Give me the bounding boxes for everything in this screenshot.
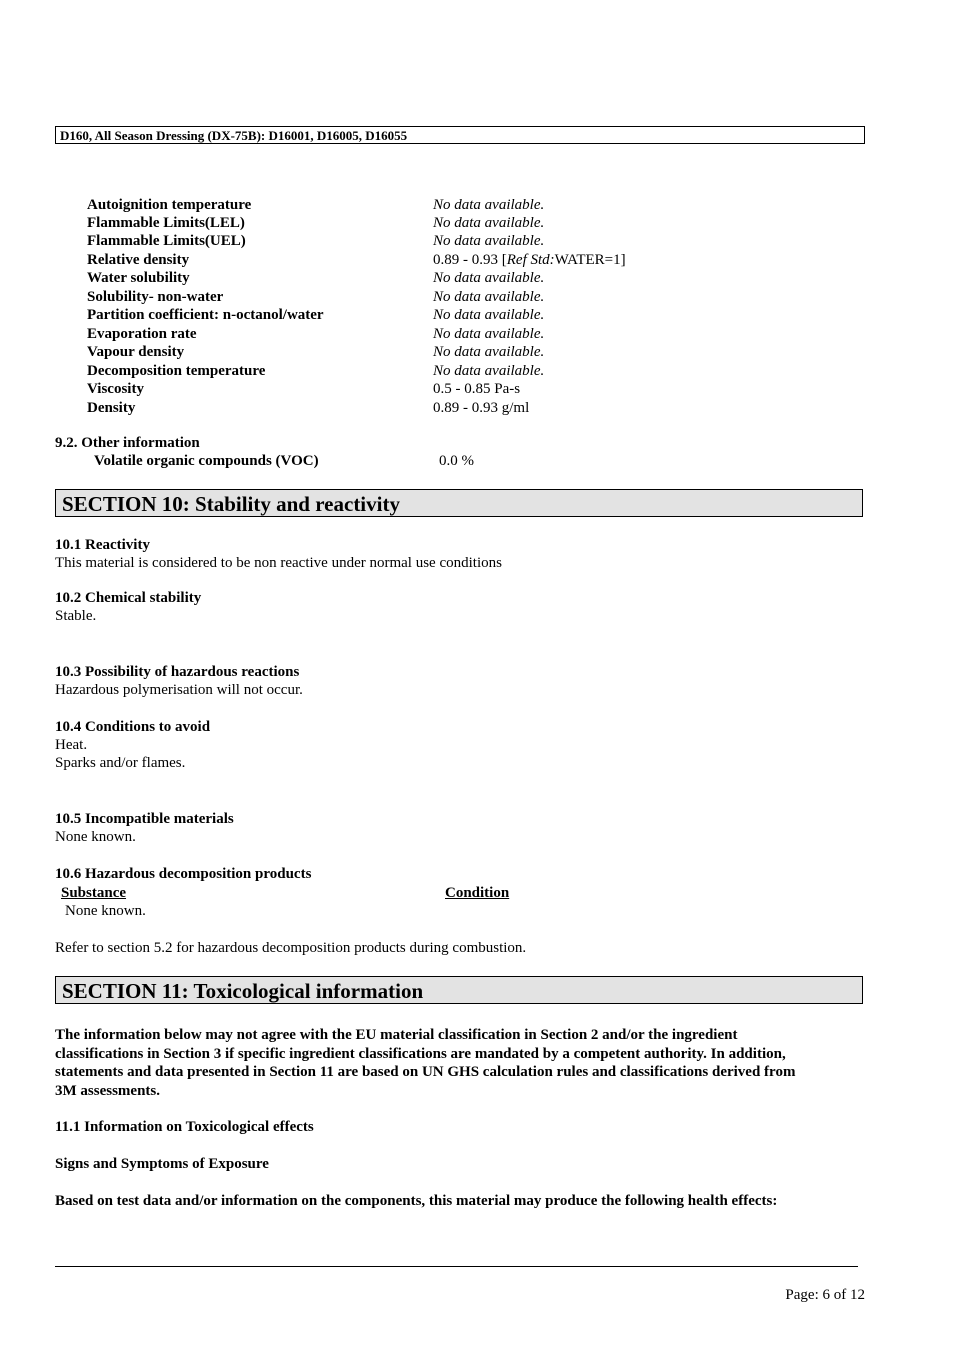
property-value: No data available. [433,215,545,231]
property-value: No data available. [433,344,545,360]
conditions-line: Heat. [55,737,88,753]
voc-value: 0.0 % [439,453,474,469]
property-label: Autoignition temperature [87,197,252,213]
property-label: Relative density [87,252,190,268]
ref-std-value: WATER=1] [554,252,626,268]
hazardous-reactions-text: Hazardous polymerisation will not occur. [55,682,303,698]
property-value: No data available. [433,289,545,305]
stability-heading: 10.2 Chemical stability [55,590,202,606]
reactivity-text: This material is considered to be non reactive under normal use conditions [55,555,502,571]
property-label: Flammable Limits(LEL) [87,215,245,231]
incompatible-text: None known. [55,829,136,845]
page-number: Page: 6 of 12 [785,1287,865,1303]
property-value: No data available. [433,326,545,342]
document-title: D160, All Season Dressing (DX-75B): D16001, D16005, D16055 [60,128,408,143]
incompatible-heading: 10.5 Incompatible materials [55,811,234,827]
decomposition-heading: 10.6 Hazardous decomposition products [55,866,312,882]
property-value: No data available. [433,270,545,286]
property-value: 0.5 - 0.85 Pa-s [433,381,521,397]
property-label: Density [87,400,136,416]
substance-cell: None known. [65,903,146,919]
intro-line: 3M assessments. [55,1083,160,1099]
health-effects-statement: Based on test data and/or information on the components, this material may produce the following health effects: [55,1193,778,1209]
reactivity-heading: 10.1 Reactivity [55,537,150,553]
document-header [55,126,865,144]
conditions-line: Sparks and/or flames. [55,755,186,771]
substance-column-header: Substance [61,885,127,901]
condition-column-header: Condition [445,885,510,901]
property-value: No data available. [433,233,545,249]
ref-std-label: Ref Std: [506,252,555,268]
property-value: No data available. [433,307,545,323]
other-info-heading: 9.2. Other information [55,435,200,451]
relative-density-value: 0.89 - 0.93 [ [433,252,507,268]
property-label: Evaporation rate [87,326,197,342]
conditions-heading: 10.4 Conditions to avoid [55,719,211,735]
property-label: Decomposition temperature [87,363,266,379]
property-label: Vapour density [87,344,185,360]
property-value [433,253,626,268]
property-value: 0.89 - 0.93 g/ml [433,400,530,416]
hazardous-reactions-heading: 10.3 Possibility of hazardous reactions [55,664,300,680]
section-11-banner [55,976,863,1004]
decomposition-note: Refer to section 5.2 for hazardous decomposition products during combustion. [55,940,527,956]
intro-line: statements and data presented in Section 11 are based on UN GHS calculation rules and classifications derived from [55,1064,796,1080]
section-10-banner [55,489,863,517]
property-label: Partition coefficient: n-octanol/water [87,307,324,323]
property-label: Viscosity [87,381,144,397]
property-value: No data available. [433,363,545,379]
signs-symptoms-heading: Signs and Symptoms of Exposure [55,1156,269,1172]
intro-line: The information below may not agree with the EU material classification in Section 2 and/or the ingredient [55,1027,738,1043]
voc-label: Volatile organic compounds (VOC) [94,453,319,469]
section-11-title: SECTION 11: Toxicological information [62,979,424,1003]
section-10-title: SECTION 10: Stability and reactivity [62,492,400,516]
property-label: Water solubility [87,270,190,286]
stability-text: Stable. [55,608,97,624]
property-label: Solubility- non-water [87,289,224,305]
toxicological-effects-heading: 11.1 Information on Toxicological effects [55,1119,314,1135]
property-label: Flammable Limits(UEL) [87,233,246,249]
intro-line: classifications in Section 3 if specific ingredient classifications are mandated by a competent authority. In addition, [55,1046,786,1062]
footer-divider [55,1266,858,1267]
property-value: No data available. [433,197,545,213]
